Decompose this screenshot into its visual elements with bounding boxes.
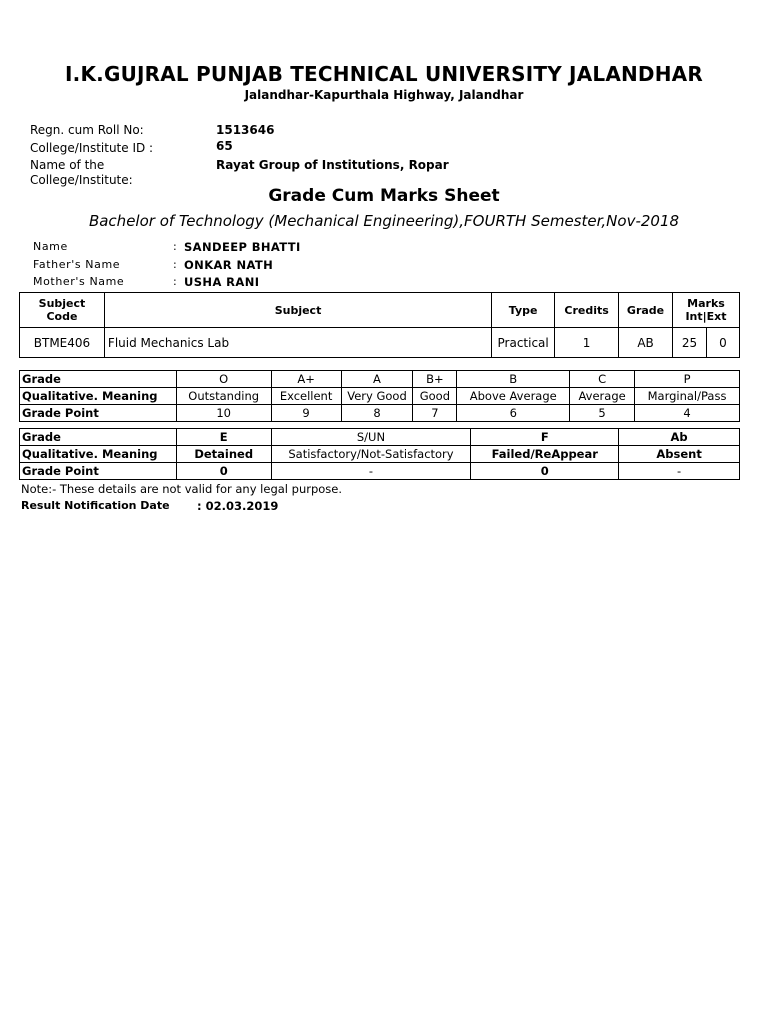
point-cell: 8 bbox=[341, 405, 413, 422]
header-code-line1: Subject bbox=[38, 297, 86, 310]
meaning-cell: Detained bbox=[176, 446, 271, 463]
father-name-label: Father's Name bbox=[33, 258, 121, 271]
subject-code-cell: BTME406 bbox=[20, 328, 105, 358]
meaning-cell: Failed/ReAppear bbox=[471, 446, 619, 463]
grade-cell-c: C bbox=[570, 371, 635, 388]
header-grade: Grade bbox=[619, 293, 673, 328]
point-cell: 9 bbox=[271, 405, 341, 422]
point-cell: 10 bbox=[176, 405, 271, 422]
institute-name-label-2: College/Institute: bbox=[30, 173, 133, 187]
point-cell: 0 bbox=[176, 463, 271, 480]
meaning-row-label: Qualitative. Meaning bbox=[20, 446, 177, 463]
point-cell: - bbox=[271, 463, 471, 480]
grade-row bbox=[20, 429, 740, 446]
mother-name-label: Mother's Name bbox=[33, 275, 125, 288]
subjects-header-row bbox=[20, 293, 740, 328]
meaning-cell: Outstanding bbox=[176, 388, 271, 405]
grade-cell-ab: Ab bbox=[619, 429, 740, 446]
point-row-label: Grade Point bbox=[20, 463, 177, 480]
header-marks-line2: Int|Ext bbox=[685, 310, 727, 323]
table-row bbox=[20, 328, 740, 358]
institute-name-value: Rayat Group of Institutions, Ropar bbox=[216, 158, 449, 172]
institute-id-label: College/Institute ID : bbox=[30, 141, 154, 155]
grade-row-label: Grade bbox=[20, 371, 177, 388]
institute-id-value: 65 bbox=[216, 139, 233, 153]
grade-row-label: Grade bbox=[20, 429, 177, 446]
program-line: Bachelor of Technology (Mechanical Engineering),FOURTH Semester,Nov-2018 bbox=[88, 212, 680, 230]
father-name-value: ONKAR NATH bbox=[184, 258, 274, 272]
meaning-row-label: Qualitative. Meaning bbox=[20, 388, 177, 405]
header-type: Type bbox=[492, 293, 555, 328]
point-row bbox=[20, 463, 740, 480]
header-subject: Subject bbox=[104, 293, 491, 328]
institute-name-label-1: Name of the bbox=[30, 158, 105, 172]
meaning-cell: Marginal/Pass bbox=[635, 388, 740, 405]
point-row bbox=[20, 405, 740, 422]
result-date-label: Result Notification Date bbox=[21, 499, 170, 512]
subject-int-marks-cell: 25 bbox=[673, 328, 707, 358]
subject-type-cell: Practical bbox=[492, 328, 555, 358]
grade-cell-a: A bbox=[341, 371, 413, 388]
header-marks bbox=[673, 293, 740, 328]
legal-note: Note:- These details are not valid for any legal purpose. bbox=[21, 482, 343, 496]
roll-value: 1513646 bbox=[216, 123, 275, 137]
student-name-label: Name bbox=[33, 240, 68, 253]
header-credits: Credits bbox=[555, 293, 619, 328]
grade-row bbox=[20, 371, 740, 388]
point-cell: 4 bbox=[635, 405, 740, 422]
meaning-cell: Absent bbox=[619, 446, 740, 463]
subject-grade-cell: AB bbox=[619, 328, 673, 358]
grade-cell-f: F bbox=[471, 429, 619, 446]
mother-name-sep: : bbox=[173, 275, 178, 288]
grade-scale-table-1 bbox=[19, 370, 740, 422]
meaning-cell: Above Average bbox=[457, 388, 570, 405]
meaning-cell: Excellent bbox=[271, 388, 341, 405]
university-address: Jalandhar-Kapurthala Highway, Jalandhar bbox=[244, 88, 524, 102]
roll-label: Regn. cum Roll No: bbox=[30, 123, 144, 137]
father-name-sep: : bbox=[173, 258, 178, 271]
student-name-value: SANDEEP BHATTI bbox=[184, 240, 301, 254]
meaning-cell: Good bbox=[413, 388, 457, 405]
grade-cell-b: B bbox=[457, 371, 570, 388]
point-cell: 0 bbox=[471, 463, 619, 480]
sheet-title: Grade Cum Marks Sheet bbox=[268, 186, 500, 206]
point-cell: 7 bbox=[413, 405, 457, 422]
subjects-table bbox=[19, 292, 740, 358]
grade-cell-a-plus: A+ bbox=[271, 371, 341, 388]
grade-cell-p: P bbox=[635, 371, 740, 388]
meaning-row bbox=[20, 446, 740, 463]
meaning-cell: Satisfactory/Not-Satisfactory bbox=[271, 446, 471, 463]
university-title: I.K.GUJRAL PUNJAB TECHNICAL UNIVERSITY JALANDHAR bbox=[65, 62, 703, 86]
student-name-sep: : bbox=[173, 240, 178, 253]
point-cell: 5 bbox=[570, 405, 635, 422]
point-cell: 6 bbox=[457, 405, 570, 422]
meaning-cell: Average bbox=[570, 388, 635, 405]
subject-ext-marks-cell: 0 bbox=[706, 328, 739, 358]
grade-cell-b-plus: B+ bbox=[413, 371, 457, 388]
point-cell: - bbox=[619, 463, 740, 480]
meaning-cell: Very Good bbox=[341, 388, 413, 405]
grade-scale-table-2 bbox=[19, 428, 740, 480]
header-subject-code bbox=[20, 293, 105, 328]
header-marks-line1: Marks bbox=[687, 297, 725, 310]
grade-cell-o: O bbox=[176, 371, 271, 388]
meaning-row bbox=[20, 388, 740, 405]
header-code-line2: Code bbox=[46, 310, 78, 323]
result-date-value: : 02.03.2019 bbox=[197, 499, 279, 513]
mother-name-value: USHA RANI bbox=[184, 275, 260, 289]
point-row-label: Grade Point bbox=[20, 405, 177, 422]
grade-cell-s-un: S/UN bbox=[271, 429, 471, 446]
subject-name-cell: Fluid Mechanics Lab bbox=[104, 328, 491, 358]
grade-cell-e: E bbox=[176, 429, 271, 446]
subject-credits-cell: 1 bbox=[555, 328, 619, 358]
